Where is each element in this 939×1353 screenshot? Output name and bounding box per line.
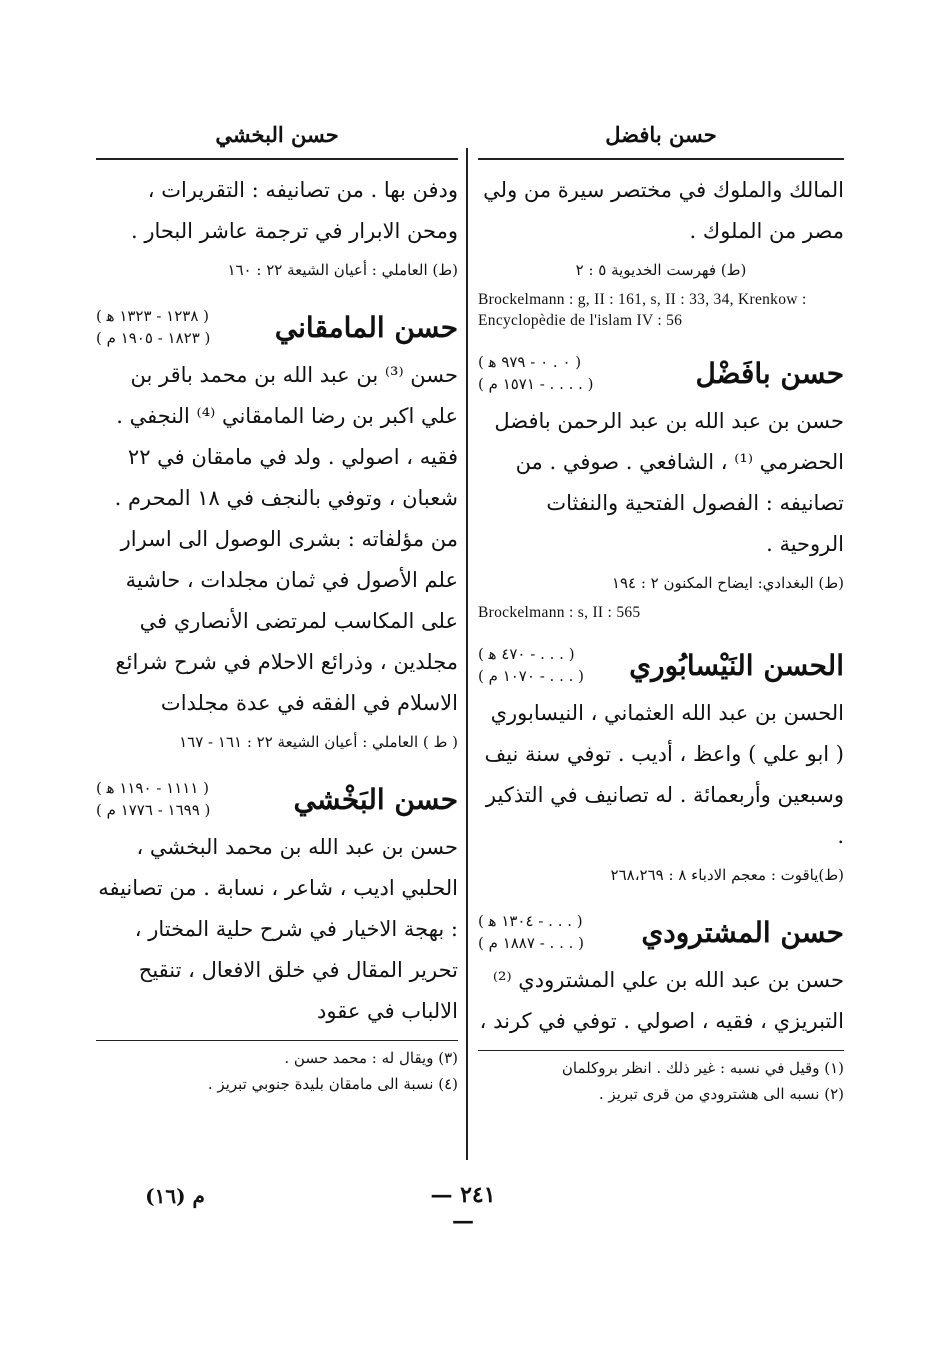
entry-name-naysaburi: الحسن النَيْسابُوري [629,648,844,682]
entry-citation-bafadl: (ط) البغدادي: ايضاح المكنون ٢ : ١٩٤ [611,574,844,592]
entry-heading-bakhshi [96,777,458,821]
entry-text-bafadl: حسن بن عبد الله بن عبد الرحمن بافضل الحضرمي ⁽¹⁾ ، الشافعي . صوفي . من تصانيفه : الفصول الفتحية والنفثات الروحية . [494,409,844,556]
date-gregorian: ( . . . - ١٠٧٠ م ) [478,667,584,685]
date-hijri: ( ٠ . ٠ - ٩٧٩ ﻫ ) [478,353,582,371]
footnote-2: (٢) نسبه الى هشترودي من قرى تبريز . [598,1085,844,1103]
running-head-left: حسن البخشي [215,122,339,147]
entry-dates-mushtarudi [478,910,584,954]
entry-name-mamaqani: حسن المامقاني [274,310,458,344]
date-hijri: ( . . . - ١٣٠٤ ﻫ ) [478,912,583,930]
entry-dates-bakhshi [96,777,210,821]
footnote-3: (٣) ويقال له : محمد حسن . [284,1049,458,1067]
entry-dates-bafadl [478,351,594,395]
date-gregorian: ( . . . . - ١٥٧١ م ) [478,375,594,393]
entry-dates-naysaburi [478,643,584,687]
entry-heading-mushtarudi [478,910,844,954]
latin-reference-right-1: Brockelmann : g, II : 161, s, II : 33, 34, Krenkow : Encyclopèdie de l'islam IV : 56 [478,291,807,329]
date-hijri: ( ١٢٣٨ - ١٣٢٣ ﻫ ) [96,307,210,325]
continuation-text-right: المالك والملوك في مختصر سيرة من ولي مصر من الملوك . [483,178,844,243]
entry-text-bakhshi: حسن بن عبد الله بن محمد البخشي ، الحلبي اديب ، شاعر ، نسابة . من تصانيفه : بهجة الاخيار في شرح حلية المختار ، تحرير المقال في خلق الافعال ، تنقيح الالباب في عقود [98,835,458,1023]
continuation-text-left: ودفن بها . من تصانيفه : التقريرات ، ومحن الابرار في ترجمة عاشر البحار . [130,178,458,243]
entry-heading-mamaqani [96,305,458,349]
right-column [478,118,844,1107]
left-column [96,118,458,1097]
entry-dates-mamaqani [96,305,210,349]
footnote-rule-left [96,1040,458,1041]
entry-heading-bafadl [478,351,844,395]
entry-text-mamaqani: حسن ⁽³⁾ بن عبد الله بن محمد باقر بن علي اكبر بن رضا المامقاني ⁽⁴⁾ النجفي . فقيه ، اصولي . ولد في مامقان في ٢٢ شعبان ، وتوفي بالنجف في ١٨ المحرم . من مؤلفاته : بشرى الوصول الى اسرار علم الأصول في ثمان مجلدات ، حاشية على المكاسب لمرتضى الأنصاري في مجلدين ، وذرائع الاحلام في شرح شرائع الاسلام في الفقه في عدة مجلدات [114,363,458,715]
date-gregorian: ( ١٨٢٣ - ١٩٠٥ م ) [96,329,211,347]
entry-name-bafadl: حسن بافَضْل [695,356,844,390]
citation-right-1: (ط) فهرست الخديوية ٥ : ٢ [575,261,747,279]
date-hijri: ( . . . - ٤٧٠ ﻫ ) [478,645,575,663]
date-gregorian: ( ١٦٩٩ - ١٧٧٦ م ) [96,801,211,819]
citation-left-1: (ط) العاملي : أعيان الشيعة ٢٢ : ١٦٠ [227,261,458,279]
entry-citation-naysaburi: (ط)ياقوت : معجم الادباء ٨ : ٢٦٨،٢٦٩ [610,866,844,884]
footnote-rule-right [478,1050,844,1051]
entry-name-bakhshi: حسن البَخْشي [293,782,458,816]
entry-latin-bafadl: Brockelmann : s, II : 565 [478,604,641,621]
entry-text-mushtarudi: حسن بن عبد الله بن علي المشترودي ⁽²⁾ التبريزي ، فقيه ، اصولي . توفي في كرند ، [479,968,844,1033]
footnote-4: (٤) نسبة الى مامقان بليدة جنوبي تبريز . [207,1075,458,1093]
footnote-1: (١) وقيل في نسبه : غير ذلك . انظر بروكلمان [561,1059,844,1077]
header-rule-right [478,158,844,160]
printer-signature-mark: م (١٦) [145,1184,205,1208]
entry-name-mushtarudi: حسن المشترودي [641,915,844,949]
column-divider [466,148,468,1160]
entry-text-naysaburi: الحسن بن عبد الله العثماني ، النيسابوري ( ابو علي ) واعظ ، أديب . توفي سنة نيف وسبعين وأربعمائة . له تصانيف في التذكير . [484,701,844,848]
date-gregorian: ( . . . - ١٨٨٧ م ) [478,934,584,952]
entry-citation-mamaqani: ( ط ) العاملي : أعيان الشيعة ٢٢ : ١٦١ - ١٦٧ [179,733,458,751]
running-head-right: حسن بافضل [605,122,717,147]
date-hijri: ( ١١١١ - ١١٩٠ ﻫ ) [96,779,210,797]
header-rule-left [96,158,458,160]
page-number: — ٢٤١ — [430,1182,496,1234]
entry-heading-naysaburi [478,643,844,687]
